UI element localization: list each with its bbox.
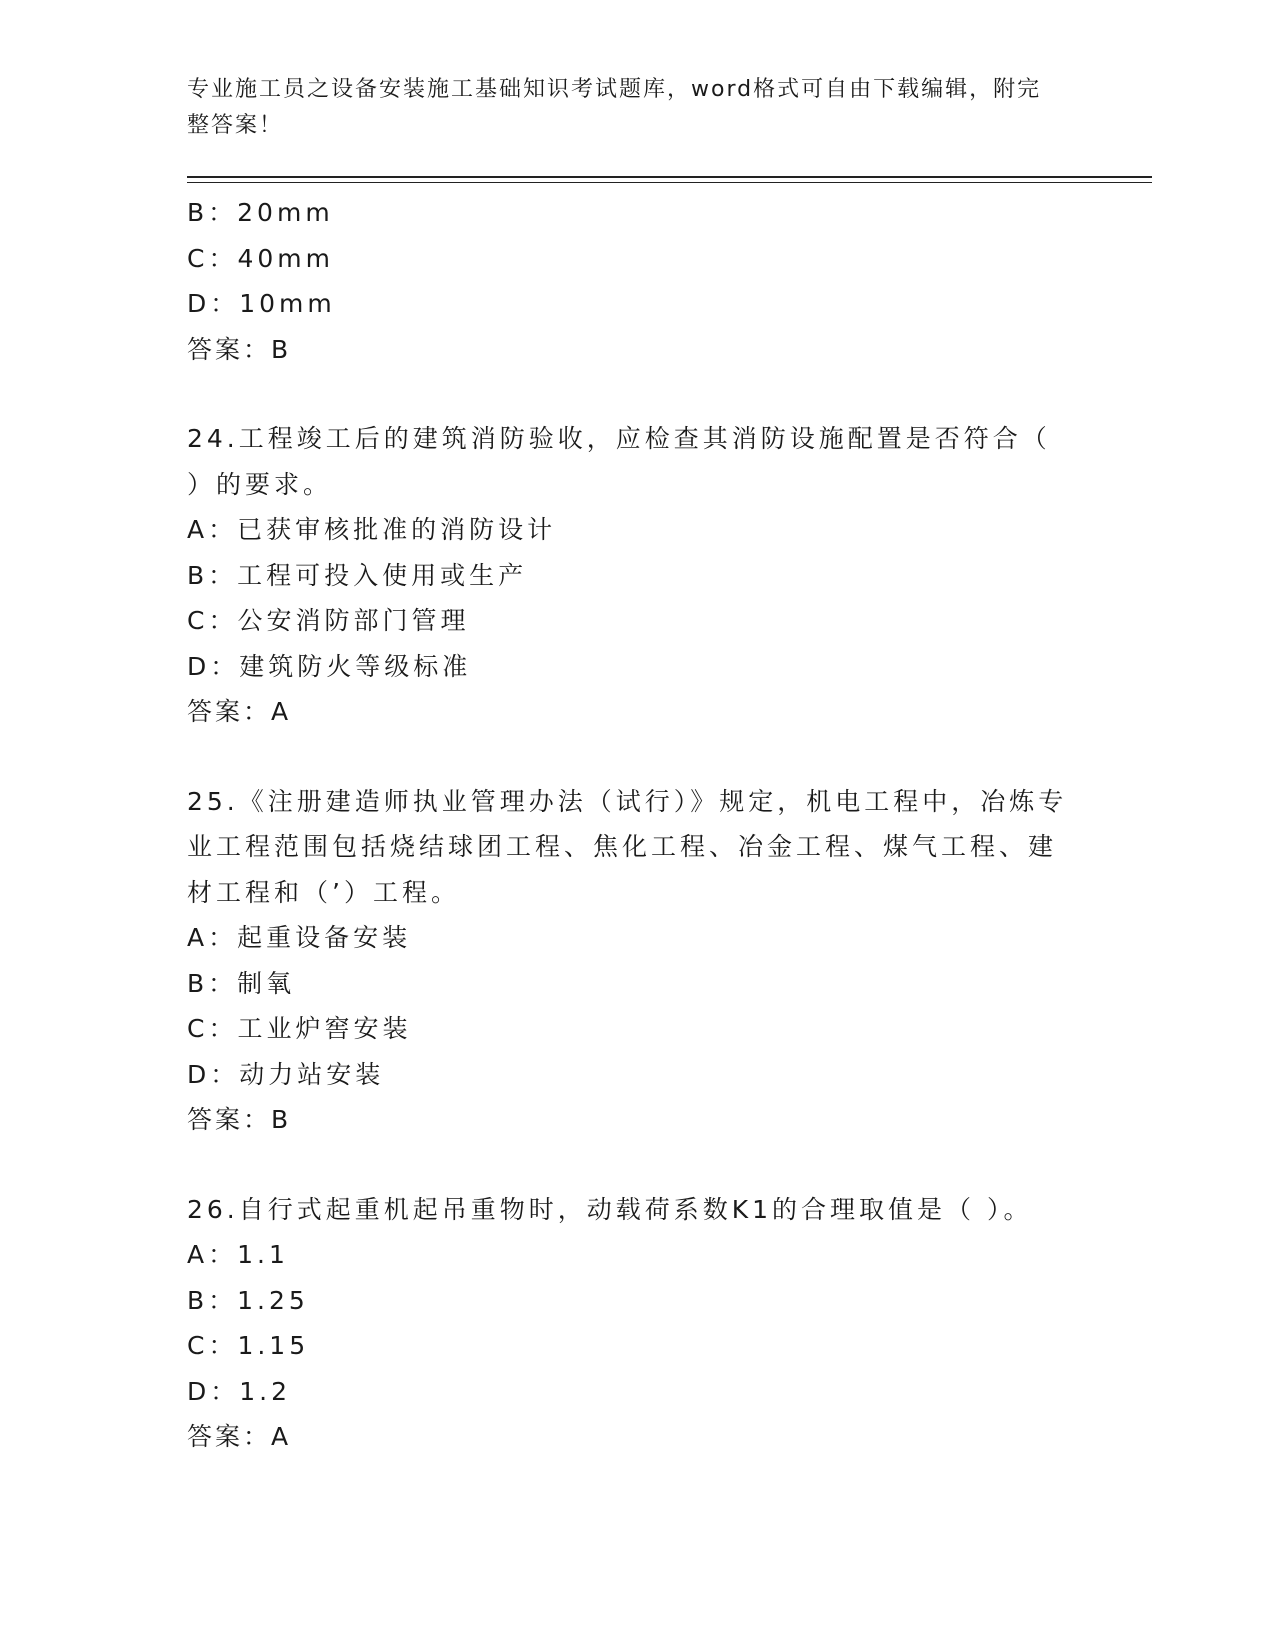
option-c: C：公安消防部门管理 [187, 606, 470, 635]
answer-line: 答案：A [187, 697, 292, 726]
question-text-line: 业工程范围包括烧结球团工程、焦化工程、冶金工程、煤气工程、建 [187, 832, 1058, 861]
header-divider-thick [187, 176, 1152, 178]
spacer [187, 1143, 1087, 1187]
option-b: B：制氧 [187, 968, 296, 998]
answer-line: 答案：B [187, 334, 292, 364]
question-block-24 [187, 416, 1087, 735]
option-b: B：20mm [187, 198, 334, 227]
question-block-25 [187, 779, 1087, 1143]
answer-line: 答案：B [187, 1105, 292, 1134]
option-d: D：建筑防火等级标准 [187, 651, 472, 681]
spacer [187, 372, 1087, 416]
option-d: D：1.2 [187, 1376, 292, 1406]
answer-line: 答案：A [187, 1422, 292, 1451]
option-c: C：1.15 [187, 1331, 310, 1360]
question-block-26 [187, 1187, 1087, 1460]
question-text-line: ）的要求。 [187, 469, 333, 499]
option-d: D：动力站安装 [187, 1059, 385, 1089]
header-line-1: 专业施工员之设备安装施工基础知识考试题库，word格式可自由下载编辑，附完 [187, 77, 1042, 102]
header-divider-thin [187, 182, 1152, 183]
question-list [187, 190, 1087, 1460]
question-block-23 [187, 190, 1087, 372]
spacer [187, 735, 1087, 779]
option-c: C：工业炉窖安装 [187, 1014, 412, 1043]
header-line-2: 整答案！ [187, 113, 284, 138]
document-header [187, 72, 1067, 144]
option-a: A：已获审核批准的消防设计 [187, 515, 557, 544]
option-a: A：起重设备安装 [187, 923, 412, 952]
option-b: B：工程可投入使用或生产 [187, 560, 528, 590]
question-text-line: 25.《注册建造师执业管理办法（试行）》规定，机电工程中，冶炼专 [187, 786, 1068, 816]
question-text-line: 材工程和（’）工程。 [187, 877, 460, 907]
option-a: A：1.1 [187, 1240, 289, 1269]
question-text-line: 26.自行式起重机起吊重物时，动载荷系数K1的合理取值是（ ）。 [187, 1194, 1033, 1224]
option-d: D：10mm [187, 289, 336, 318]
question-text-line: 24.工程竣工后的建筑消防验收，应检查其消防设施配置是否符合（ [187, 424, 1051, 453]
option-c: C：40mm [187, 243, 334, 273]
option-b: B：1.25 [187, 1285, 309, 1315]
